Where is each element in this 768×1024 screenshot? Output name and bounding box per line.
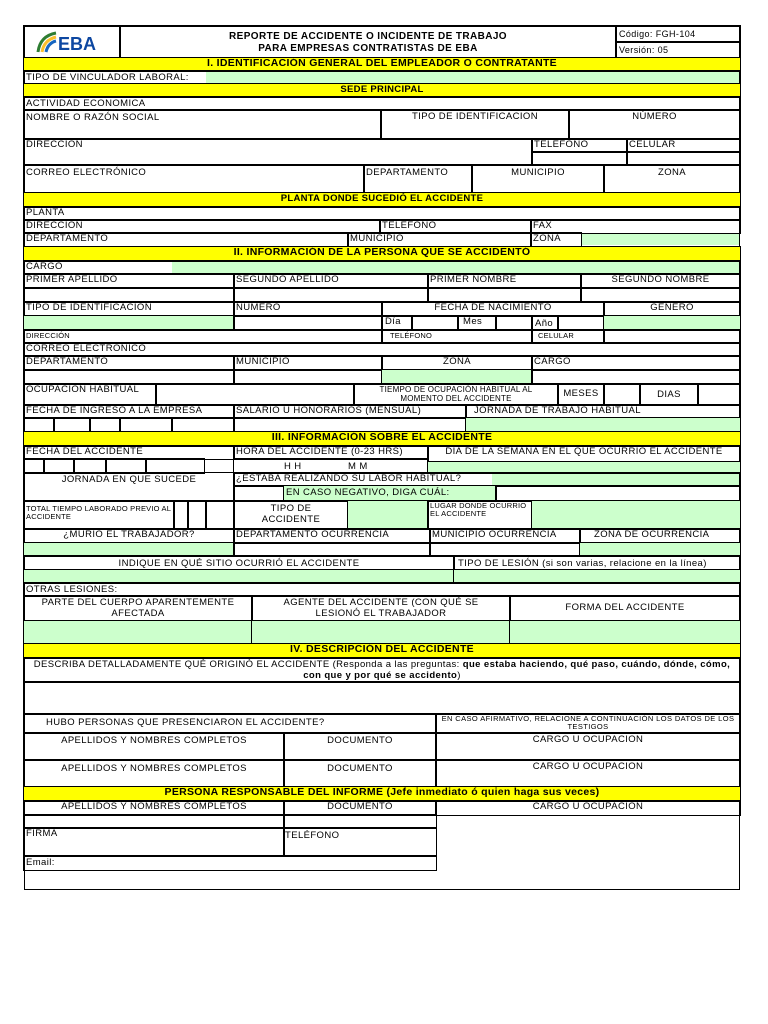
murio-label: ¿MURIÓ EL TRABAJADOR? — [24, 529, 234, 543]
tipo-vinculador-field[interactable] — [206, 72, 739, 83]
planta-label: PLANTA — [24, 207, 740, 220]
describa-text: DESCRIBA DETALLADAMENTE QUÉ ORIGINÓ EL ACCIDENTE (Responda a las preguntas: — [33, 659, 460, 670]
salario-field[interactable] — [234, 418, 466, 431]
departamento-label: DEPARTAMENTO — [364, 165, 472, 193]
ocupacion-field[interactable] — [156, 384, 354, 405]
hora-accidente-label: HORA DEL ACCIDENTE (0-23 HRS) — [234, 446, 428, 459]
fecha-accidente-f1[interactable] — [24, 459, 44, 473]
depto-ocurrencia-field[interactable] — [234, 543, 430, 556]
ano-field[interactable] — [558, 316, 604, 330]
fecha-ingreso-sep-field[interactable] — [90, 418, 120, 431]
direccion-label: DIRECCIÓN — [24, 139, 532, 165]
planta-zona-field[interactable] — [582, 234, 739, 245]
segundo-nombre-field[interactable] — [581, 288, 740, 302]
depto-ocurrencia-label: DEPARTAMENTO OCURRENCIA — [234, 529, 430, 543]
fecha-ingreso-dia-field[interactable] — [24, 418, 54, 431]
descripcion-field[interactable] — [24, 682, 740, 714]
caso-negativo-label: EN CASO NEGATIVO, DIGA CUÁL: — [284, 486, 496, 501]
murio-field[interactable] — [24, 543, 234, 556]
primer-apellido-field[interactable] — [24, 288, 234, 302]
telefono-label: TELÉFONO — [532, 139, 627, 152]
celular-label: CELULAR — [627, 139, 740, 152]
salario-label: SALARIO U HONORARIOS (MENSUAL) — [234, 405, 466, 418]
planta-municipio-label: MUNICIPIO — [348, 233, 531, 246]
planta-depto-label: DEPARTAMENTO — [24, 233, 348, 246]
responsable-documento-label: DOCUMENTO — [284, 801, 436, 815]
testigo-2-apellidos-label: APELLIDOS Y NOMBRES COMPLETOS — [24, 760, 284, 787]
fecha-ingreso-label: FECHA DE INGRESO A LA EMPRESA — [24, 405, 234, 418]
segundo-apellido-field[interactable] — [234, 288, 428, 302]
actividad-label: ACTIVIDAD ECONOMICA — [24, 97, 740, 110]
title-box — [120, 26, 616, 58]
describa-bold-2: dónde, cómo, con que y por qué se accidento — [303, 659, 731, 681]
testigo-2-cargo-label: CARGO U OCUPACION — [436, 760, 740, 787]
meses-field[interactable] — [604, 384, 640, 405]
tipo-accidente-field[interactable] — [348, 501, 428, 529]
parte-cuerpo-field[interactable] — [24, 621, 252, 644]
cargo-label: CARGO — [24, 261, 740, 274]
depto-2-field[interactable] — [24, 370, 234, 384]
meses-label: MESES — [558, 384, 604, 405]
celular-2-field[interactable] — [604, 330, 740, 343]
tipo-lesion-field[interactable] — [454, 570, 740, 583]
fecha-ingreso-mes-field[interactable] — [54, 418, 90, 431]
responsable-apellidos-field[interactable] — [24, 815, 284, 828]
fecha-accidente-f3[interactable] — [74, 459, 106, 473]
section-2-title: II. INFORMACIÓN DE LA PERSONA QUE SE ACCIDENTÓ — [24, 247, 740, 261]
zona-label: ZONA — [604, 165, 740, 193]
mm-label: M M — [348, 461, 368, 472]
testigos-question: HUBO PERSONAS QUE PRESENCIARON EL ACCIDENTE? — [24, 714, 436, 733]
testigo-2-documento-label: DOCUMENTO — [284, 760, 436, 787]
primer-nombre-field[interactable] — [428, 288, 581, 302]
dias-label: DIAS — [640, 384, 698, 405]
jornada-sucede-label: JORNADA EN QUE SUCEDE — [24, 473, 234, 501]
form-version: Versión: 05 — [616, 42, 740, 58]
genero-field[interactable] — [604, 316, 740, 330]
labor-habitual-field[interactable] — [492, 474, 739, 485]
tipo-id-label: TIPO DE IDENTIFICACION — [381, 110, 569, 139]
testigo-1-documento-label: DOCUMENTO — [284, 733, 436, 760]
fecha-nacimiento-label: FECHA DE NACIMIENTO — [382, 302, 604, 316]
numero-label: NÚMERO — [569, 110, 740, 139]
lugar-donde-field[interactable] — [532, 501, 740, 529]
cargo-2-field[interactable] — [532, 370, 740, 384]
cargo-field[interactable] — [172, 262, 739, 273]
fecha-accidente-label: FECHA DEL ACCIDENTE — [24, 446, 234, 459]
planta-title: PLANTA DONDE SUCEDIÓ EL ACCIDENTE — [24, 193, 740, 207]
total-tiempo-f2[interactable] — [188, 501, 206, 529]
planta-zona-label: ZONA — [531, 233, 581, 246]
segundo-apellido-label: SEGUNDO APELLIDO — [234, 274, 428, 288]
municipio-2-label: MUNICIPIO — [234, 356, 382, 370]
tipo-accidente-label: TIPO DE ACCIDENTE — [234, 501, 348, 529]
dia-label: Día — [382, 316, 412, 330]
lugar-donde-label: LUGAR DONDE OCURRIO EL ACCIDENTE — [428, 501, 532, 529]
primer-apellido-label: PRIMER APELLIDO — [24, 274, 234, 288]
labor-habitual-label: ¿ESTABA REALIZANDO SU LABOR HABITUAL? — [234, 473, 740, 486]
describa-label — [24, 658, 740, 682]
mes-field[interactable] — [496, 316, 532, 330]
mes-label: Mes — [458, 316, 496, 330]
primer-nombre-label: PRIMER NOMBRE — [428, 274, 581, 288]
sitio-label: INDIQUE EN QUÉ SITIO OCURRIÓ EL ACCIDENTE — [24, 556, 454, 570]
zona-ocurrencia-label: ZONA DE OCURRENCIA — [580, 529, 740, 543]
dias-field[interactable] — [698, 384, 740, 405]
planta-fax-label: FAX — [531, 220, 740, 233]
dia-semana-label: DIA DE LA SEMANA EN EL QUE OCURRIÓ EL ACCIDENTE — [428, 446, 740, 462]
eba-logo-icon — [34, 30, 116, 56]
mpio-ocurrencia-field[interactable] — [430, 543, 580, 556]
form-title-line1: REPORTE DE ACCIDENTE O INCIDENTE DE TRABAJO — [229, 31, 507, 42]
correo-label: CORREO ELECTRÓNICO — [24, 165, 364, 193]
planta-direccion-label: DIRECCIÓN — [24, 220, 380, 233]
firma-label: FIRMA — [24, 828, 284, 856]
numero-2-field[interactable] — [234, 316, 382, 330]
jornada-label: JORNADA DE TRABAJO HABITUAL — [466, 405, 740, 418]
caso-negativo-field[interactable] — [496, 486, 740, 501]
section-3-title: III. INFORMACIÓN SOBRE EL ACCIDENTE — [24, 432, 740, 446]
responsable-apellidos-label: APELLIDOS Y NOMBRES COMPLETOS — [24, 801, 284, 815]
genero-label: GENERO — [604, 302, 740, 316]
testigo-1-cargo-label: CARGO U OCUPACION — [436, 733, 740, 760]
responsable-documento-field[interactable] — [284, 815, 436, 828]
fecha-ingreso-ano-field[interactable] — [120, 418, 172, 431]
testigos-note: EN CASO AFIRMATIVO, RELACIONE A CONTINUACIÓN LOS DATOS DE LOS TESTIGOS — [436, 714, 740, 733]
ano-label: Año — [532, 316, 558, 330]
svg-text:EBA: EBA — [58, 34, 97, 54]
forma-field[interactable] — [510, 621, 740, 644]
tipo-id-2-field[interactable] — [24, 316, 234, 330]
tipo-id-2-label: TIPO DE IDENTIFICACIÓN — [24, 302, 234, 316]
total-tiempo-f3[interactable] — [206, 501, 234, 529]
otras-lesiones-label: OTRAS LESIONES: — [24, 583, 740, 596]
planta-telefono-label: TELÉFONO — [380, 220, 531, 233]
forma-label: FORMA DEL ACCIDENTE — [510, 596, 740, 621]
celular-field[interactable] — [627, 152, 740, 165]
hora-accidente-field[interactable] — [234, 459, 428, 473]
mpio-ocurrencia-label: MUNICIPIO OCURRENCIA — [430, 529, 580, 543]
correo-2-label: CORREO ELECTRONICO — [24, 343, 740, 356]
numero-2-label: NÚMERO — [234, 302, 382, 316]
testigo-1-apellidos-label: APELLIDOS Y NOMBRES COMPLETOS — [24, 733, 284, 760]
dia-semana-field[interactable] — [428, 462, 740, 473]
tipo-vinculador-label: TIPO DE VINCULADOR LABORAL: — [24, 71, 740, 84]
total-tiempo-f1[interactable] — [174, 501, 188, 529]
dia-field[interactable] — [412, 316, 458, 330]
nombre-label: NOMBRE O RAZÓN SOCIAL — [24, 110, 381, 139]
fecha-accidente-f2[interactable] — [44, 459, 74, 473]
sede-principal-title: SEDE PRINCIPAL — [24, 84, 740, 97]
tipo-lesion-label: TIPO DE LESIÓN (si son varias, relacione en la línea) — [454, 556, 740, 570]
agente-label: AGENTE DEL ACCIDENTE (CON QUÉ SE LESIONÓ EL TRABAJADOR — [252, 596, 510, 621]
municipio-2-field[interactable] — [234, 370, 382, 384]
section-1-title: I. IDENTIFICACIÓN GENERAL DEL EMPLEADOR O CONTRATANTE — [24, 58, 740, 71]
total-tiempo-label: TOTAL TIEMPO LABORADO PREVIO AL ACCIDENTE — [24, 501, 174, 529]
section-4-title: IV. DESCRIPCIÓN DEL ACCIDENTE — [24, 644, 740, 658]
form-code: Código: FGH-104 — [616, 26, 740, 42]
sitio-field[interactable] — [24, 570, 454, 583]
zona-2-label: ZONA — [382, 356, 532, 370]
celular-2-label: CELULAR — [532, 330, 604, 343]
cargo-2-label: CARGO — [532, 356, 740, 370]
hh-label: H H — [284, 461, 302, 472]
responsable-cargo-label: CARGO U OCUPACIÓN — [436, 801, 740, 815]
depto-2-label: DEPARTAMENTO — [24, 356, 234, 370]
telefono-responsable-label: TELÉFONO — [284, 828, 436, 856]
fecha-accidente-f4[interactable] — [106, 459, 146, 473]
municipio-label: MUNICIPIO — [472, 165, 604, 193]
telefono-2-label: TELÉFONO — [382, 330, 532, 343]
ocupacion-label: OCUPACIÓN HABITUAL — [24, 384, 156, 405]
agente-field[interactable] — [252, 621, 510, 644]
responsable-title: PERSONA RESPONSABLE DEL INFORME (Jefe inmediato ó quien haga sus veces) — [24, 787, 740, 801]
telefono-field[interactable] — [532, 152, 627, 165]
caso-negativo-spacer — [234, 486, 284, 501]
zona-2-field[interactable] — [382, 370, 532, 384]
fecha-accidente-f5[interactable] — [146, 459, 204, 473]
segundo-nombre-label: SEGUNDO NOMBRE — [581, 274, 740, 288]
form-title-line2: PARA EMPRESAS CONTRATISTAS DE EBA — [258, 43, 478, 54]
direccion-2-label: DIRECCIÓN — [24, 330, 382, 343]
jornada-field[interactable] — [466, 418, 740, 431]
email-label: Email: — [24, 856, 436, 870]
describa-bold-1: que estaba haciendo, qué paso, cuándo, — [462, 659, 661, 670]
fecha-ingreso-extra-field[interactable] — [172, 418, 234, 431]
zona-ocurrencia-field[interactable] — [580, 543, 740, 556]
tiempo-ocupacion-label: TIEMPO DE OCUPACIÓN HABITUAL AL MOMENTO DEL ACCIDENTE — [354, 384, 558, 405]
parte-cuerpo-label: PARTE DEL CUERPO APARENTEMENTE AFECTADA — [24, 596, 252, 621]
describa-end: ) — [457, 670, 461, 681]
